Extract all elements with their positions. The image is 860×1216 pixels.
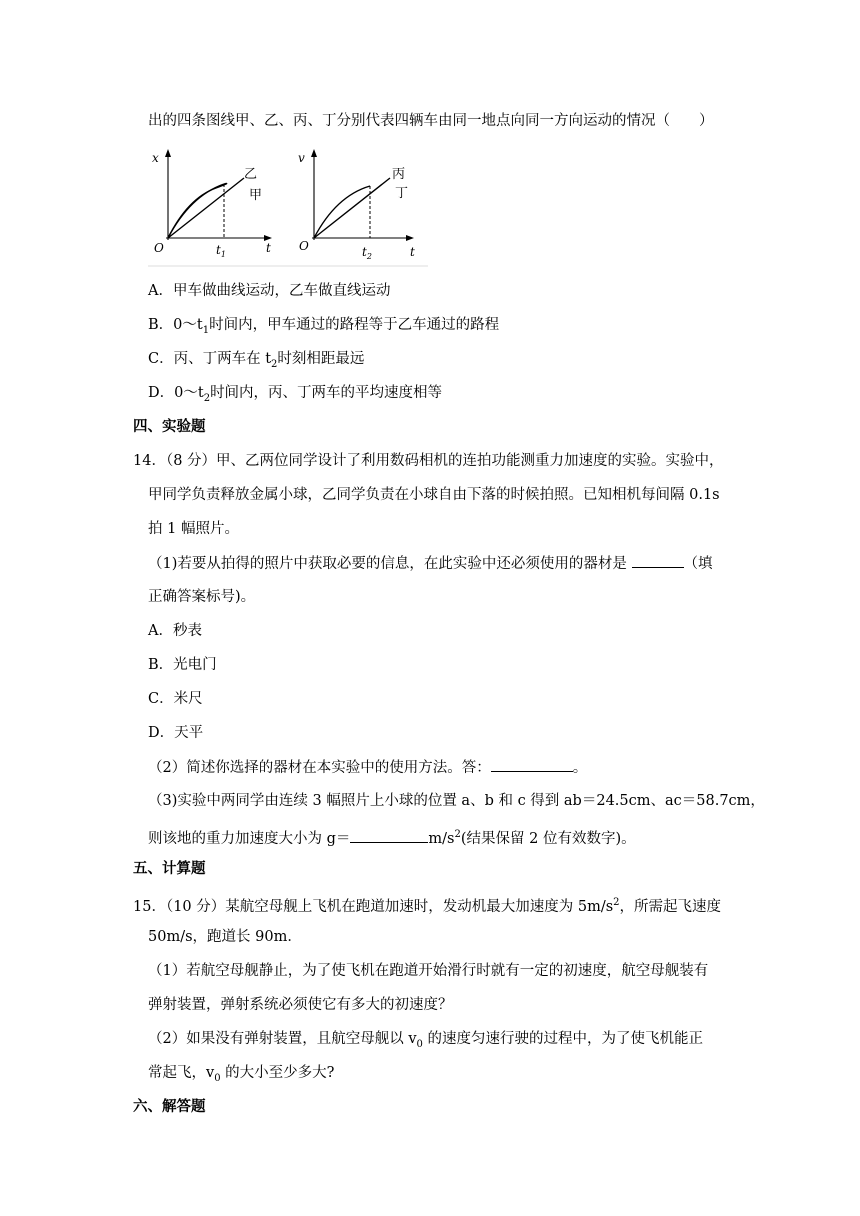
q14-part-2 [148, 757, 587, 778]
q14-option-a: A．秒表 [148, 623, 202, 639]
q15-stem-text-end: ，所需起飞速度 [619, 898, 722, 915]
q13-option-b-sub: 1 [202, 324, 210, 336]
q15-stem-sup: 2 [613, 897, 620, 908]
section-heading-5: 五、计算题 [133, 860, 206, 877]
q15-part-2-line-2 [148, 1063, 334, 1089]
q15-part-1-line-1: （1）若航空母舰静止，为了使飞机在跑道开始滑行时就有一定的初速度，航空母舰装有 [148, 963, 709, 979]
q13-option-d [148, 383, 442, 409]
question-13-figure [148, 146, 428, 268]
left-line-jia [168, 178, 244, 238]
right-y-arrow-icon [311, 149, 317, 157]
graph-x-t [152, 149, 272, 259]
q14-part-3-unit: m/s [428, 830, 455, 847]
q13-option-c-text: C．丙、丁两车在 t [148, 351, 272, 367]
q15-part-2-line-2-sub: 0 [214, 1072, 221, 1084]
q14-part-3-text-end: (结果保留 2 位有效数字)。 [460, 830, 636, 847]
q13-option-c [148, 349, 364, 375]
q14-option-d: D．天平 [148, 725, 204, 741]
q14-part-2-answer-blank[interactable] [491, 757, 573, 772]
q14-part-3-line-2 [148, 825, 636, 849]
right-label-ding: 丁 [395, 186, 409, 201]
q13-option-d-sub: 2 [203, 392, 211, 404]
left-curve-yi-main [168, 184, 224, 238]
q14-part-1-text-end: （填 [683, 556, 713, 572]
q15-part-2-text-end: 的速度匀速行驶的过程中，为了使飞机能正 [422, 1031, 704, 1047]
right-label-bing: 丙 [392, 167, 406, 182]
q14-part-2-text: （2）简述你选择的器材在本实验中的使用方法。答： [148, 760, 491, 776]
left-y-axis-label: x [152, 151, 159, 165]
q14-part-1-line-2: 正确答案标号)。 [148, 589, 256, 605]
q14-option-c: C．米尺 [148, 691, 203, 707]
q15-stem-text: 15．（10 分）某航空母舰上飞机在跑道加速时，发动机最大加速度为 5m/s [133, 898, 614, 915]
right-tick-t2: $t_2$ [362, 245, 372, 261]
q15-stem-line-2: 50m/s，跑道长 90m． [148, 929, 302, 945]
section-heading-4: 四、实验题 [133, 418, 206, 435]
left-origin-label: O [154, 241, 164, 255]
q14-stem-line-3: 拍 1 幅照片。 [148, 521, 239, 537]
right-line-ding [314, 178, 390, 238]
q15-part-2-sub: 0 [416, 1038, 423, 1050]
left-curve-yi [168, 184, 227, 239]
left-tick-t1: $t_1$ [216, 243, 226, 259]
q13-option-a: A．甲车做曲线运动，乙车做直线运动 [148, 283, 391, 299]
q14-stem-line-1: 14．（8 分）甲、乙两位同学设计了利用数码相机的连拍功能测重力加速度的实验。实验中， [133, 453, 724, 469]
right-x-arrow-icon [406, 235, 414, 241]
left-label-jia: 甲 [249, 188, 263, 203]
graph-v-t [298, 149, 415, 261]
right-origin-label: O [299, 239, 309, 253]
section-heading-6: 六、解答题 [133, 1098, 206, 1115]
q14-part-1-text: （1)若要从拍得的照片中获取必要的信息，在此实验中还必须使用的器材是 [148, 556, 632, 572]
q13-option-d-rest: 时间内，丙、丁两车的平均速度相等 [210, 385, 443, 401]
q14-stem-line-2: 甲同学负责释放金属小球，乙同学负责在小球自由下落的时候拍照。已知相机每间隔 0.1s [148, 487, 720, 503]
left-y-arrow-icon [165, 149, 171, 157]
q15-part-1-line-2: 弹射装置，弹射系统必须使它有多大的初速度？ [148, 997, 453, 1013]
q13-option-b-rest: 时间内，甲车通过的路程等于乙车通过的路程 [209, 317, 500, 333]
q14-part-3-text: 则该地的重力加速度大小为 g＝ [148, 830, 351, 847]
q15-part-2-line-2-end: 的大小至少多大? [220, 1065, 335, 1081]
q14-part-3-line-1: （3)实验中两同学由连续 3 幅照片上小球的位置 a、b 和 c 得到 ab＝24.5cm、ac＝58.7cm， [148, 793, 765, 809]
q13-option-d-text: D．0～t [148, 385, 204, 401]
left-x-axis-label: t [266, 241, 271, 255]
right-x-axis-label: t [410, 245, 415, 259]
right-curve-bing [314, 186, 370, 238]
q13-option-b [148, 315, 499, 341]
q15-part-2-line-2-text: 常起飞，v [148, 1065, 215, 1081]
q14-part-3-answer-blank[interactable] [350, 828, 428, 843]
q14-part-1-answer-blank[interactable] [632, 553, 684, 568]
q14-part-1-line-1 [148, 553, 713, 574]
q13-option-b-text: B．0～t [148, 317, 203, 333]
q15-part-2-text: （2）如果没有弹射装置，且航空母舰以 v [148, 1031, 417, 1047]
left-label-yi: 乙 [244, 167, 258, 182]
q13-option-c-sub: 2 [271, 358, 278, 370]
question-13-stem-tail: 出的四条图线甲、乙、丙、丁分别代表四辆车由同一地点向同一方向运动的情况（ ） [148, 113, 714, 129]
q14-option-b: B．光电门 [148, 657, 217, 673]
q14-part-2-text-end: 。 [572, 760, 588, 776]
q14-part-3-unit-sup: 2 [454, 829, 461, 840]
q15-part-2-line-1 [148, 1029, 703, 1055]
right-y-axis-label: v [298, 151, 305, 165]
q13-option-c-rest: 时刻相距最远 [277, 351, 365, 367]
q15-stem-line-1 [133, 893, 721, 917]
